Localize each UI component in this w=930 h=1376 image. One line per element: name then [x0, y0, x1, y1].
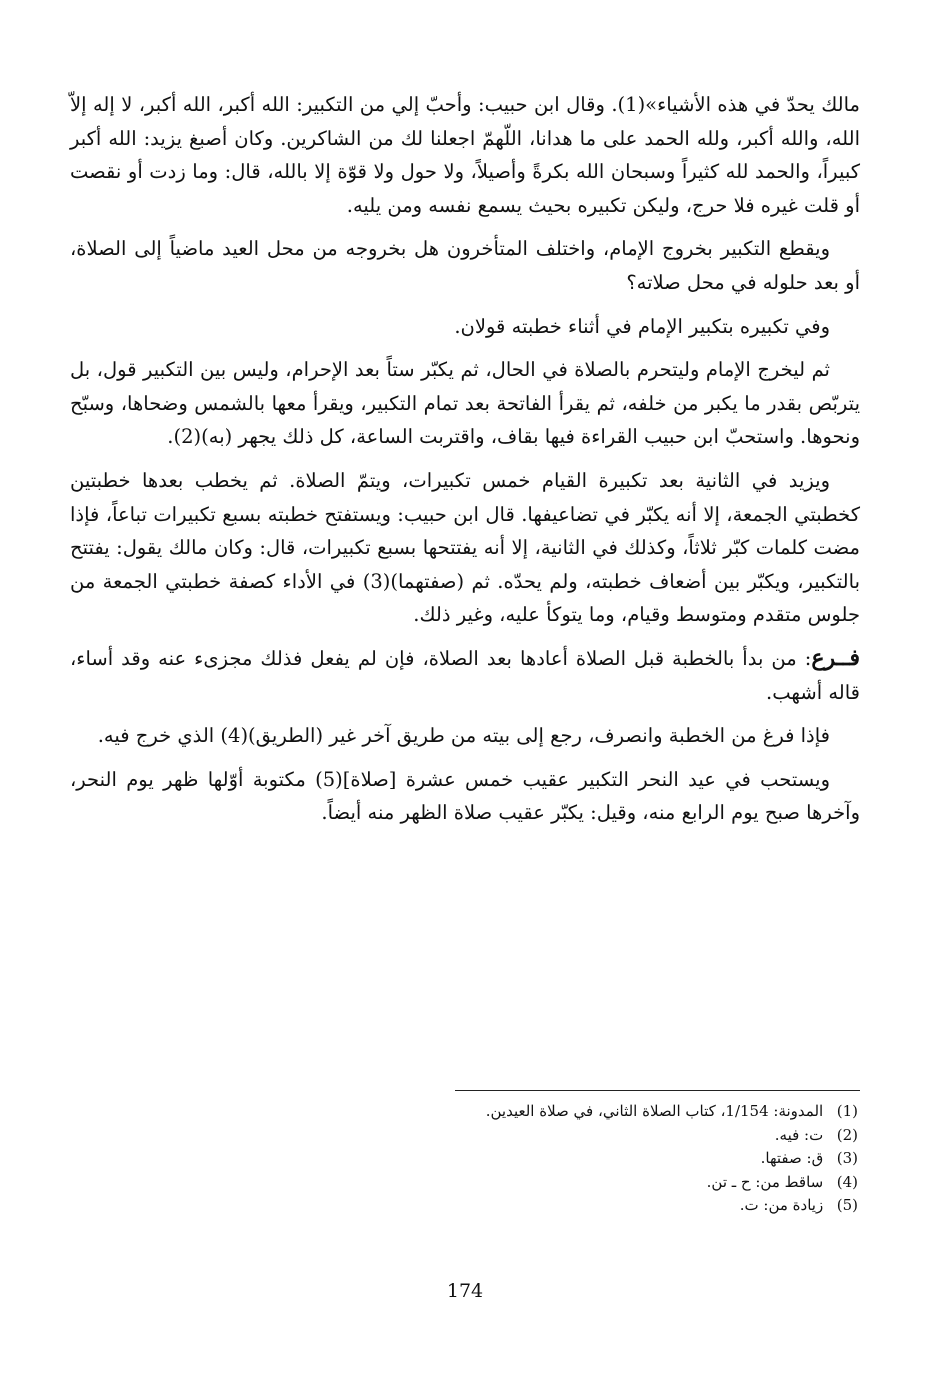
- paragraph: ويقطع التكبير بخروج الإمام، واختلف المتأخرون هل بخروجه من محل العيد ماضياً إلى الصلاة، أو بعد حلوله في محل صلاته؟: [70, 237, 860, 294]
- paragraph: ويستحب في عيد النحر التكبير عقيب خمس عشرة [صلاة](5) مكتوبة أوّلها ظهر يوم النحر، وآخرها صبح يوم الرابع منه، وقيل: يكبّر عقيب صلاة الظهر منه أيضاً.: [70, 767, 860, 825]
- page-number: 174: [446, 1280, 484, 1302]
- footnote: [70, 1171, 858, 1195]
- paragraph-far: [70, 642, 860, 709]
- far-text: : من بدأ بالخطبة قبل الصلاة أعادها بعد الصلاة، فإن لم يفعل فذلك مجزىء عنه وقد أساء، قاله أشهب.: [70, 646, 860, 704]
- footnote-number: (3): [836, 1149, 858, 1167]
- footnote-text: ساقط من: ح ـ تن.: [706, 1172, 824, 1191]
- footnote-number: (2): [836, 1125, 858, 1144]
- footnote-text: زيادة من: ت.: [739, 1196, 824, 1214]
- footnote: [70, 1147, 858, 1171]
- paragraph: مالك يحدّ في هذه الأشياء»(1). وقال ابن حبيب: وأحبّ إلي من التكبير: الله أكبر، الله أكبر، لا إله إلاّ الله، والله أكبر، ولله الحمد على ما هدانا، اللّهمّ اجعلنا لك من الشاكرين. وكان أصبغ يزيد: الله أكبر كبيراً، والحمد لله كثيراً وسبحان الله بكرةً وأصيلاً، ولا حول ولا قوّة إلا بالله، قال: وما زدت أو نقصت أو قلت غيره فلا حرج، وليكن تكبيره بحيث يسمع نفسه ومن يليه.: [70, 93, 861, 217]
- footnotes: [70, 1100, 858, 1218]
- footnote: [70, 1100, 858, 1124]
- footnote-text: ق: صفتها.: [760, 1149, 824, 1167]
- footnote-text: ت: فيه.: [774, 1125, 824, 1144]
- footnote-number: (5): [836, 1196, 858, 1214]
- paragraph: وفي تكبيره بتكبير الإمام في أثناء خطبته قولان.: [454, 314, 830, 338]
- paragraph: فإذا فرغ من الخطبة وانصرف، رجع إلى بيته من طريق آخر غير (الطريق)(4) الذي خرج فيه.: [97, 724, 830, 748]
- main-text: [70, 88, 860, 840]
- footnote-text: المدونة: 1/154، كتاب الصلاة الثاني، في صلاة العيدين.: [485, 1102, 824, 1120]
- paragraph: ويزيد في الثانية بعد تكبيرة القيام خمس تكبيرات، ويتمّ الصلاة. ثم يخطب بعدها خطبتين كخطبتي الجمعة، إلا أنه يكبّر في تضاعيفها. قال ابن حبيب: ويستفتح خطبته بسبع تكبيرات تباعاً، فإذا مضت كلمات كبّر ثلاثاً، وكذلك في الثانية، إلا أنه يفتتحها بسبع تكبيرات، قال: وكان مالك يقول: يفتتح بالتكبير، ويكبّر بين أضعاف خطبته، ولم يحدّه. ثم (صفتهما)(3) في الأداء كصفة خطبتي الجمعة من جلوس متقدم ومتوسط وقيام، وما يتوكأ عليه، وغير ذلك.: [70, 468, 860, 627]
- paragraph: ثم ليخرج الإمام وليتحرم بالصلاة في الحال، ثم يكبّر ستاً بعد الإحرام، وليس بين التكبير قول، بل يتربّص بقدر ما يكبر من خلفه، ثم يقرأ الفاتحة بعد تمام التكبير، ويقرأ معها بالشمس وضحاها، وسبّح ونحوها. واستحبّ ابن حبيب القراءة فيها بقاف، واقتربت الساعة، كل ذلك يجهر (به)(2).: [70, 358, 860, 449]
- footnote: [70, 1194, 858, 1218]
- footnote-number: (4): [836, 1172, 858, 1191]
- footnote-separator: [455, 1090, 860, 1091]
- footnote: [70, 1124, 858, 1148]
- far-heading: فــرع: [811, 644, 860, 671]
- footnote-number: (1): [836, 1102, 858, 1120]
